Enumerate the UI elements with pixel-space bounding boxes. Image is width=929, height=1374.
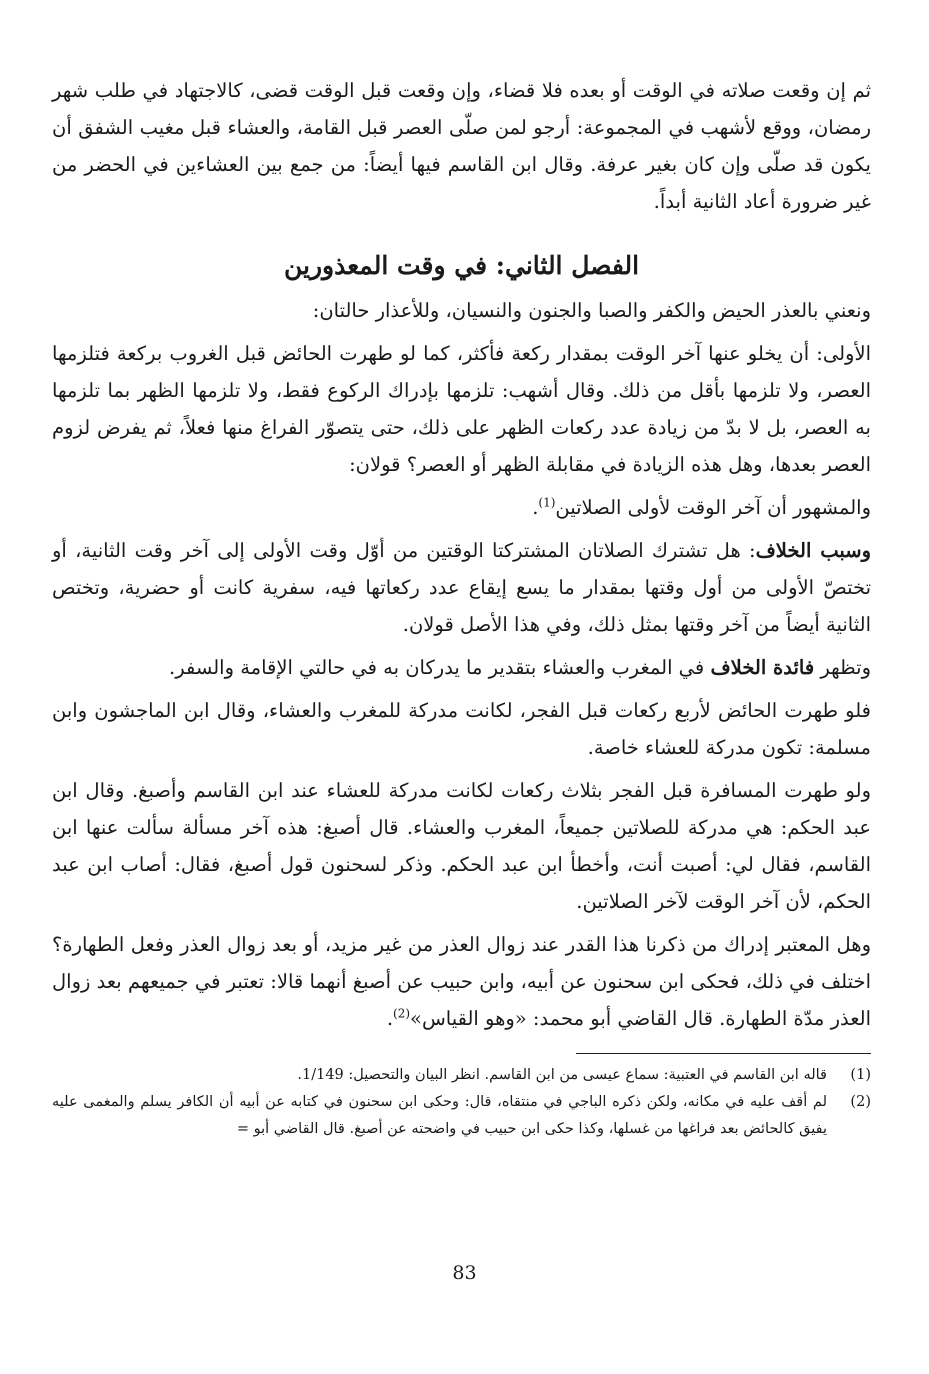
paragraph-excuses: ونعني بالعذر الحيض والكفر والصبا والجنون والنسيان، وللأعذار حالتان: <box>312 299 871 322</box>
paragraph-mashhur <box>52 489 871 526</box>
paragraph-benefit <box>52 649 871 686</box>
footnote-ref-2[interactable]: (2) <box>393 1006 411 1021</box>
paragraph-cause <box>52 532 871 643</box>
footnote-divider <box>576 1053 871 1054</box>
paragraph-first-case: الأولى: أن يخلو عنها آخر الوقت بمقدار ركعة فأكثر، كما لو طهرت الحائض قبل الغروب بركعة فتلزمها العصر، ولا تلزمها بأقل من ذلك. وقال أشهب: تلزمها بإدراك الركوع فقط، ولا تلزمها الظهر بما تلزمها به العصر، بل لا بدّ من زيادة عدد ركعات الظهر على ذلك، حتى يتصوّر الفراغ منها فعلاً، ثم يفرض لزوم العصر بعدها، وهل هذه الزيادة في مقابلة الظهر أو العصر؟ قولان: <box>52 342 871 476</box>
footnote-1 <box>52 1062 871 1089</box>
paragraph-menstruating: فلو طهرت الحائض لأربع ركعات قبل الفجر، لكانت مدركة للمغرب والعشاء، وقال ابن الماجشون وابن مسلمة: تكون مدركة للعشاء خاصة. <box>52 699 871 759</box>
consideration-end: . <box>386 1007 394 1030</box>
mashhur-end: . <box>532 496 539 519</box>
intro-paragraph: ثم إن وقعت صلاته في الوقت أو بعده فلا قضاء، وإن وقعت قبل الوقت قضى، كالاجتهاد في طلب شهر رمضان، ووقع لأشهب في المجموعة: أرجو لمن صلّى العصر قبل القامة، والعشاء قبل مغيب الشفق أن يكون قد صلّى وإن كان بغير عرفة. وقال ابن القاسم فيها أيضاً: من جمع بين العشاءين في الحضر من غير ضرورة أعاد الثانية أبداً. <box>52 79 871 213</box>
footnote-number: (1) <box>850 1067 871 1083</box>
page-number: 83 <box>452 1262 477 1284</box>
paragraph-traveler: ولو طهرت المسافرة قبل الفجر بثلاث ركعات لكانت مدركة للعشاء عند ابن القاسم وأصبغ. وقال ابن عبد الحكم: هي مدركة للصلاتين جميعاً، المغرب والعشاء. قال أصبغ: هذه آخر مسألة سألت عنها ابن القاسم، فقال لي: أصبت أنت، وأخطأ ابن عبد الحكم. وذكر لسحنون قول أصبغ، فقال: أصاب ابن عبد الحكم، لأن آخر الوقت لآخر الصلاتين. <box>52 779 871 913</box>
footnote-text: قاله ابن القاسم في العتبية: سماع عيسى من ابن القاسم. انظر البيان والتحصيل: 1/149. <box>297 1067 827 1083</box>
footnote-number: (2) <box>850 1094 871 1110</box>
footnote-text: لم أقف عليه في مكانه، ولكن ذكره الباجي في منتقاه، قال: وحكى ابن سحنون في كتابه عن أبيه أن الكافر يسلم والمغمى عليه يفيق كالحائض بعد فراغها من غسلها، وكذا حكى ابن حبيب في واضحته عن أصبغ. قال القاضي أبو = <box>52 1094 827 1137</box>
benefit-pre: وتظهر <box>814 656 871 679</box>
mashhur-text: والمشهور أن آخر الوقت لأولى الصلاتين <box>555 496 871 519</box>
benefit-post: في المغرب والعشاء بتقدير ما يدركان به في حالتي الإقامة والسفر. <box>169 656 711 679</box>
cause-lead: وسبب الخلاف <box>755 539 871 562</box>
footnote-2 <box>52 1089 871 1143</box>
consideration-text: وهل المعتبر إدراك من ذكرنا هذا القدر عند زوال العذر من غير مزيد، أو بعد زوال العذر وفعل الطهارة؟ اختلف في ذلك، فحكى ابن سحنون عن أبيه، وابن حبيب عن أصبغ أنهما قالا: تعتبر في جميعهم بعد زوال العذر مدّة الطهارة. قال القاضي أبو محمد: «وهو القياس» <box>52 933 871 1030</box>
benefit-bold: فائدة الخلاف <box>710 656 815 679</box>
footnote-ref-1[interactable]: (1) <box>538 495 556 510</box>
chapter-title: الفصل الثاني: في وقت المعذورين <box>283 251 640 280</box>
cause-text: : هل تشترك الصلاتان المشتركتا الوقتين من أوّل وقت الأولى إلى آخر وقت الثانية، أو تختصّ الأولى من أول وقتها بمقدار ما يسع إيقاع عدد ركعاتها فيه، سفرية كانت أو حضرية، وتختص الثانية أيضاً من آخر وقتها بمثل ذلك، وفي هذا الأصل قولان. <box>52 539 871 636</box>
paragraph-consideration <box>52 926 871 1037</box>
